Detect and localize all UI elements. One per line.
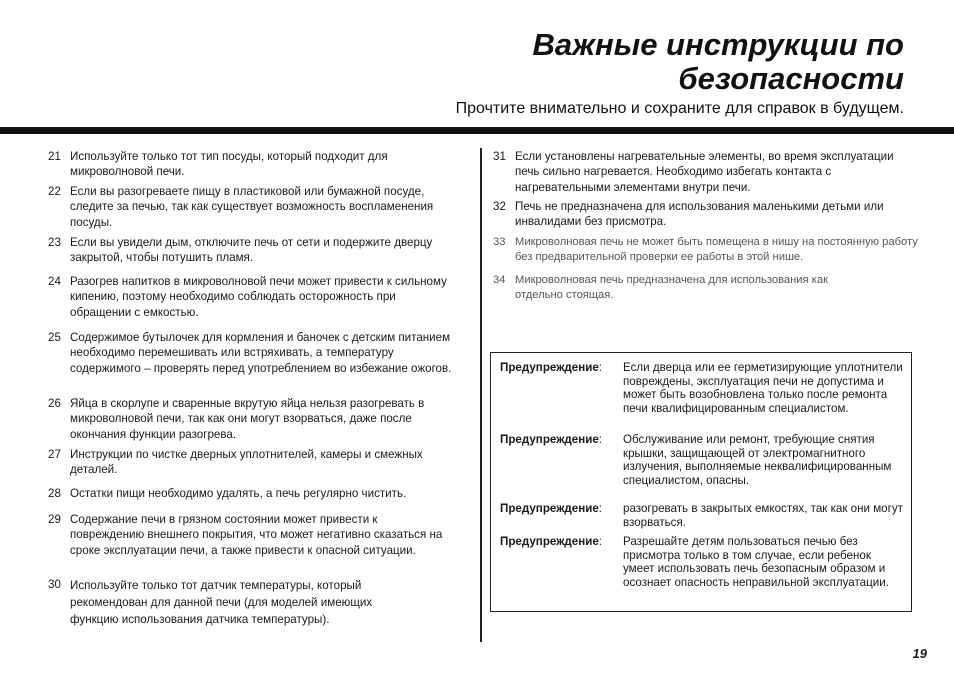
item-number: 34: [493, 274, 506, 286]
item-number: 24: [48, 275, 61, 288]
item-text: Используйте только тот тип посуды, который подходит для микроволновой печи.: [70, 150, 388, 179]
item-text: Содержание печи в грязном состоянии может привести к повреждению внешнего покрытия, что может негативно сказаться на сроке эксплуатации печи, а также привести к опасной ситуации.: [70, 513, 443, 557]
column-divider: [480, 148, 482, 642]
item-number: 32: [493, 200, 506, 213]
page-subtitle: Прочтите внимательно и сохраните для справок в будущем.: [455, 100, 904, 117]
item-text: Остатки пищи необходимо удалять, а печь регулярно чистить.: [70, 487, 407, 500]
item-number: 28: [48, 487, 61, 500]
warning-label: Предупреждение :: [500, 502, 602, 516]
item-text: Яйца в скорлупе и сваренные вкрутую яйца нельзя разогревать в микроволновой печи, так как они могут взорваться, даже после окончания функции разогрева.: [70, 397, 425, 441]
item-text: Микроволновая печь предназначена для использования как отдельно стоящая.: [515, 274, 828, 302]
item-number: 26: [48, 397, 61, 410]
warning-label: Предупреждение :: [500, 535, 602, 549]
item-text: Содержимое бутылочек для кормления и баночек с детским питанием необходимо перемешивать или встряхивать, а температуру содержимого – проверять перед употреблением во избежание ожогов.: [70, 331, 452, 375]
item-text: Если установлены нагревательные элементы, во время эксплуатации печь сильно нагревается. Необходимо избегать контакта с нагревательными элементами внутри печи.: [515, 150, 894, 194]
warning-text: Если дверца или ее герметизирующие уплотнители повреждены, эксплуатация печи не допустима и может быть возобновлена только после ремонта печи квалифицированным специалистом.: [623, 361, 903, 415]
item-number: 29: [48, 513, 61, 526]
item-number: 33: [493, 236, 506, 248]
item-text: Если вы разогреваете пищу в пластиковой или бумажной посуде, следите за печью, так как существует возможность воспламенения посуды.: [70, 185, 434, 229]
warning-box: [490, 352, 912, 612]
item-number: 30: [48, 578, 61, 591]
item-number: 21: [48, 150, 61, 163]
item-text: Микроволновая печь не может быть помещена в нишу на постоянную работу без предварительной проверки ее работы в этой нише.: [515, 236, 918, 264]
warning-text: разогревать в закрытых емкостях, так как они могут взорваться.: [623, 502, 903, 529]
item-number: 23: [48, 236, 61, 249]
header-rule: [0, 127, 954, 134]
warning-text: Разрешайте детям пользоваться печью без присмотра только в том случае, если ребенок умеет использовать печь безопасным образом и осознает опасность неправильной эксплуатации.: [623, 535, 889, 589]
item-text: Печь не предназначена для использования маленькими детьми или инвалидами без присмотра.: [515, 200, 884, 229]
item-number: 27: [48, 448, 61, 461]
item-number: 25: [48, 331, 61, 344]
item-number: 22: [48, 185, 61, 198]
page-title: Важные инструкции по безопасности: [532, 27, 904, 96]
warning-label: Предупреждение :: [500, 433, 602, 447]
warning-text: Обслуживание или ремонт, требующие снятия крышки, защищающей от электромагнитного излучения, выполняемые неквалифицированным специалистом, опасны.: [623, 433, 892, 487]
item-text: Используйте только тот датчик температуры, который рекомендован для данной печи (для моделей имеющих функцию использования датчика температуры).: [70, 579, 373, 626]
item-text: Инструкции по чистке дверных уплотнителей, камеры и смежных деталей.: [70, 448, 423, 477]
item-number: 31: [493, 150, 506, 163]
item-text: Разогрев напитков в микроволновой печи может привести к сильному кипению, поэтому необходимо соблюдать осторожность при обращении с емкостью.: [70, 275, 447, 319]
page-number: 19: [912, 646, 927, 661]
item-text: Если вы увидели дым, отключите печь от сети и подержите дверцу закрытой, чтобы потушить пламя.: [70, 236, 433, 265]
warning-label: Предупреждение :: [500, 361, 602, 375]
